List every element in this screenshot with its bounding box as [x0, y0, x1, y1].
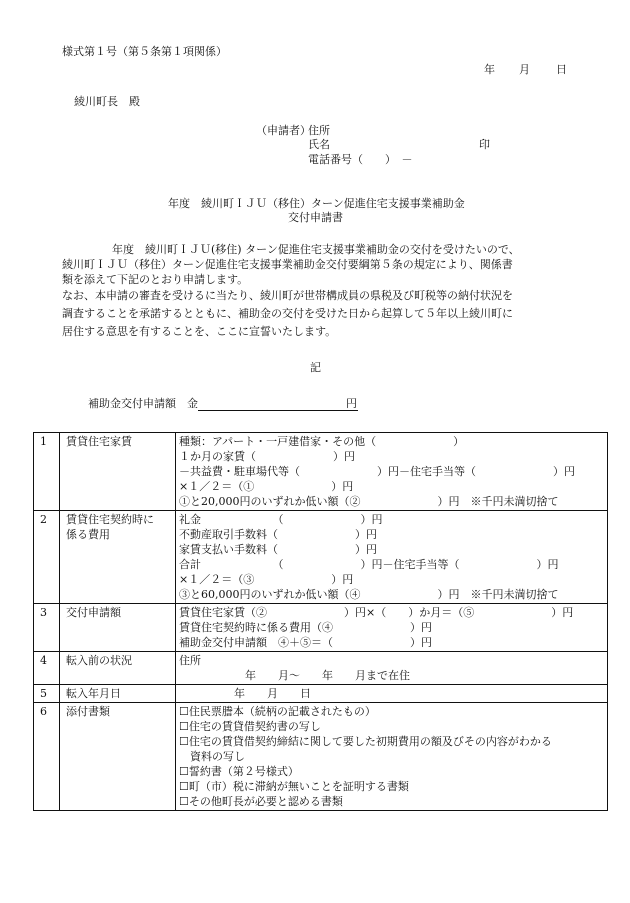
row-content: [176, 511, 608, 604]
date-year: 年: [484, 63, 495, 76]
row-number: 4: [34, 652, 60, 685]
date-day: 日: [556, 63, 567, 76]
content-line: １か月の家賃（ ）円: [179, 450, 355, 463]
row-label-line: 賃貸住宅契約時に: [66, 513, 154, 526]
amount-field[interactable]: [198, 397, 358, 411]
row-label: [60, 511, 176, 604]
applicant-name-label: 氏名: [308, 138, 330, 151]
body-line: 調査することを承諾するとともに、補助金の交付を受けた日から起算して５年以上綾川町に: [62, 307, 513, 320]
table-row: [34, 652, 608, 685]
checkbox-item[interactable]: ☐住宅の賃貸借契約書の写し: [179, 720, 321, 733]
date-month: 月: [519, 63, 530, 76]
row-number: 6: [34, 703, 60, 811]
row-number: 3: [34, 604, 60, 652]
body-line: 類を添えて下記のとおり申請します。: [62, 273, 249, 286]
content-line: 年 月 日: [179, 687, 311, 700]
row-label: [60, 433, 176, 511]
row-label-line: 転入前の状況: [66, 654, 132, 667]
content-line: 補助金交付申請額 ④＋⑤＝（ ）円: [179, 636, 432, 649]
document-title: 年度 綾川町ＩＪＵ（移住）ターン促進住宅支援事業補助金: [168, 197, 465, 210]
checkbox-item[interactable]: ☐住民票謄本（続柄の記載されたもの）: [179, 705, 376, 718]
content-line: ×１／２＝（① ）円: [179, 480, 354, 493]
table-row: [34, 685, 608, 703]
content-line: 家賃支払い手数料（ ）円: [179, 543, 377, 556]
checkbox-item[interactable]: ☐その他町長が必要と認める書類: [179, 795, 343, 808]
table-row: [34, 433, 608, 511]
checkbox-item[interactable]: ☐誓約書（第２号様式）: [179, 765, 299, 778]
content-line: 資料の写し: [179, 750, 245, 763]
body-line: なお、本申請の審査を受けるに当たり、綾川町が世帯構成員の県税及び町税等の納付状況を: [62, 289, 513, 302]
application-table: [33, 432, 608, 811]
applicant-phone-label: 電話番号（ ） －: [308, 153, 413, 166]
content-line: 賃貸住宅家賃（② ）円×（ ）か月＝（⑤ ）円: [179, 606, 574, 619]
body-line: 居住する意思を有することを、ここに宣誓いたします。: [62, 325, 337, 338]
row-label: [60, 703, 176, 811]
row-number: 5: [34, 685, 60, 703]
ki-mark: 記: [310, 361, 321, 374]
content-line: －共益費・駐車場代等（ ）円－住宅手当等（ ）円: [179, 465, 575, 478]
table-row: [34, 703, 608, 811]
row-number: 1: [34, 433, 60, 511]
amount-label: 補助金交付申請額 金: [88, 397, 198, 410]
content-line: ③と60,000円のいずれか低い額（④ ）円 ※千円未満切捨て: [179, 588, 559, 601]
row-content: [176, 652, 608, 685]
checkbox-item[interactable]: ☐住宅の賃貸借契約締結に関して要した初期費用の額及びその内容がわかる: [179, 735, 552, 748]
body-line: 年度 綾川町ＩＪＵ(移住) ターン促進住宅支援事業補助金の交付を受けたいので、: [112, 243, 520, 256]
row-content: [176, 685, 608, 703]
row-label: [60, 685, 176, 703]
applicant-role: （申請者）: [256, 124, 311, 137]
addressee: 綾川町長 殿: [74, 95, 140, 108]
row-label: [60, 652, 176, 685]
content-line: ①と20,000円のいずれか低い額（② ）円 ※千円未満切捨て: [179, 495, 559, 508]
table-row: [34, 511, 608, 604]
content-line: 不動産取引手数料（ ）円: [179, 528, 377, 541]
content-line: 種類：アパート・一戸建借家・その他（ ）: [179, 435, 465, 448]
row-content: [176, 703, 608, 811]
row-content: [176, 433, 608, 511]
row-label-line: 転入年月日: [66, 687, 121, 700]
row-label-line: 賃貸住宅家賃: [66, 435, 132, 448]
row-content: [176, 604, 608, 652]
table-row: [34, 604, 608, 652]
content-line: ×１／２＝（③ ）円: [179, 573, 354, 586]
content-line: 礼金 （ ）円: [179, 513, 383, 526]
content-line: 住所: [179, 654, 201, 667]
content-line: 賃貸住宅契約時に係る費用（④ ）円: [179, 621, 432, 634]
row-label-line: 添付書類: [66, 705, 110, 718]
amount-yen: 円: [346, 397, 357, 410]
row-label-line: 係る費用: [66, 528, 110, 541]
content-line: 年 月～ 年 月まで在住: [179, 669, 410, 682]
seal-mark: 印: [479, 138, 490, 151]
checkbox-item[interactable]: ☐町（市）税に滞納が無いことを証明する書類: [179, 780, 409, 793]
row-label: [60, 604, 176, 652]
row-number: 2: [34, 511, 60, 604]
applicant-address-label: 住所: [308, 124, 330, 137]
body-line: 綾川町ＩＪＵ（移住）ターン促進住宅支援事業補助金交付要綱第５条の規定により、関係書: [62, 258, 513, 271]
document-subtitle: 交付申請書: [288, 211, 343, 224]
content-line: 合計 （ ）円－住宅手当等（ ）円: [179, 558, 559, 571]
form-number: 様式第１号（第５条第１項関係）: [62, 45, 227, 58]
row-label-line: 交付申請額: [66, 606, 121, 619]
